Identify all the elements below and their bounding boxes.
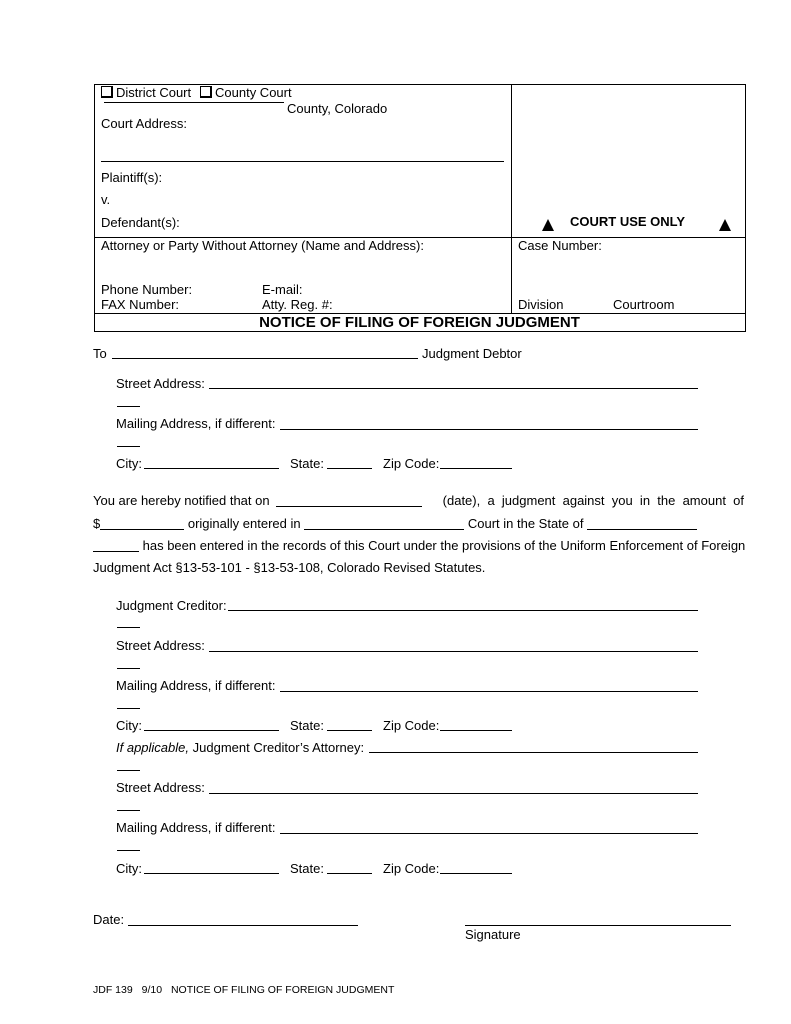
defendants-label: Defendant(s): [101,215,180,230]
creditor-city-label: City: [116,718,142,733]
email-label: E-mail: [262,282,303,297]
attorney-street-label: Street Address: [116,780,205,795]
originating-state-field[interactable] [587,517,697,530]
attorney-street-field-continued[interactable] [117,810,140,811]
notice-line-3 [93,538,745,553]
footer-form-title: NOTICE OF FILING OF FOREIGN JUDGMENT [170,984,395,996]
debtor-mailing-label: Mailing Address, if different: [116,416,276,431]
creditor-mailing-label: Mailing Address, if different: [116,678,276,693]
creditor-zip-label: Zip Code: [383,718,440,733]
triangle-up-icon [719,219,731,231]
debtor-zip-field[interactable] [440,468,512,469]
debtor-mailing-field-continued[interactable] [117,446,140,447]
debtor-mailing-field[interactable] [280,429,698,430]
creditor-attorney-field[interactable] [369,752,698,753]
atty-reg-label: Atty. Reg. #: [262,297,333,312]
judgment-debtor-label: Judgment Debtor [422,346,522,361]
creditor-name-field-continued[interactable] [117,627,140,628]
notice-line3-text: has been entered in the records of this Court under the provisions of the Uniform Enforcement of Foreign [142,538,746,553]
document-title: NOTICE OF FILING OF FOREIGN JUDGMENT [259,314,580,331]
district-court-label: District Court [116,85,192,100]
versus-label: v. [101,192,111,207]
notice-line-4: Judgment Act §13-53-101 - §13-53-108, Colorado Revised Statutes. [93,560,486,575]
caption-divider-vertical [511,84,512,313]
attorney-city-label: City: [116,861,142,876]
debtor-state-field[interactable] [327,468,372,469]
attorney-label: Attorney or Party Without Attorney (Name and Address): [101,238,424,253]
attorney-mailing-field-continued[interactable] [117,850,140,851]
county-court-option[interactable] [200,85,292,100]
plaintiffs-label: Plaintiff(s): [101,170,163,185]
phone-label: Phone Number: [101,282,193,297]
originally-entered-label: originally entered in [187,516,301,531]
creditor-attorney-row [116,740,364,755]
debtor-street-label: Street Address: [116,376,205,391]
creditor-city-field[interactable] [144,730,279,731]
notice-line1-start: You are hereby notified that on [93,493,270,508]
signature-label: Signature [465,927,521,942]
attorney-zip-field[interactable] [440,873,512,874]
footer-form-id: JDF 139 [93,984,133,996]
creditor-state-field[interactable] [327,730,372,731]
attorney-state-field[interactable] [327,873,372,874]
originating-state-field-continued[interactable] [93,539,139,552]
debtor-street-field[interactable] [209,388,698,389]
creditor-street-label: Street Address: [116,638,205,653]
creditor-street-field-continued[interactable] [117,668,140,669]
creditor-mailing-field[interactable] [280,691,698,692]
county-colorado-label: County, Colorado [287,101,388,116]
creditor-label: Judgment Creditor: [116,598,227,613]
attorney-state-label: State: [290,861,324,876]
creditor-attorney-field-continued[interactable] [117,770,140,771]
county-court-label: County Court [215,85,292,100]
footer [93,984,394,996]
court-use-only-label: COURT USE ONLY [570,214,686,229]
creditor-state-label: State: [290,718,324,733]
judgment-debtor-name-field[interactable] [112,358,418,359]
court-address-field[interactable] [101,161,504,162]
creditor-attorney-label: Judgment Creditor’s Attorney: [192,740,365,755]
district-court-option[interactable] [101,85,191,100]
division-label: Division [518,297,564,312]
creditor-name-field[interactable] [228,610,698,611]
attorney-city-field[interactable] [144,873,279,874]
courtroom-label: Courtroom [613,297,675,312]
debtor-zip-label: Zip Code: [383,456,440,471]
debtor-street-field-continued[interactable] [117,406,140,407]
originating-court-field[interactable] [304,517,464,530]
debtor-state-label: State: [290,456,324,471]
attorney-zip-label: Zip Code: [383,861,440,876]
notice-line-2 [93,516,697,531]
date-field[interactable] [128,925,358,926]
triangle-up-icon [542,219,554,231]
creditor-street-field[interactable] [209,651,698,652]
court-address-label: Court Address: [101,116,187,131]
date-label: Date: [93,912,125,927]
creditor-zip-field[interactable] [440,730,512,731]
debtor-city-field[interactable] [144,468,279,469]
to-label: To [93,346,107,361]
notice-line-1 [93,493,744,508]
amount-dollar-sign: $ [93,516,101,531]
if-applicable-label: If applicable, [116,740,189,755]
fax-label: FAX Number: [101,297,180,312]
district-court-checkbox[interactable] [101,86,113,98]
court-state-label: Court in the State of [467,516,584,531]
signature-field[interactable] [465,925,731,926]
notice-line1-end: (date), a judgment against you in the amount of [442,493,744,508]
debtor-city-label: City: [116,456,142,471]
case-number-label: Case Number: [518,238,602,253]
attorney-mailing-label: Mailing Address, if different: [116,820,276,835]
attorney-mailing-field[interactable] [280,833,698,834]
county-court-checkbox[interactable] [200,86,212,98]
county-name-field[interactable] [104,102,284,103]
notice-date-field[interactable] [276,494,422,507]
notice-amount-field[interactable] [100,517,184,530]
creditor-mailing-field-continued[interactable] [117,708,140,709]
footer-revision: 9/10 [141,984,163,996]
attorney-street-field[interactable] [209,793,698,794]
